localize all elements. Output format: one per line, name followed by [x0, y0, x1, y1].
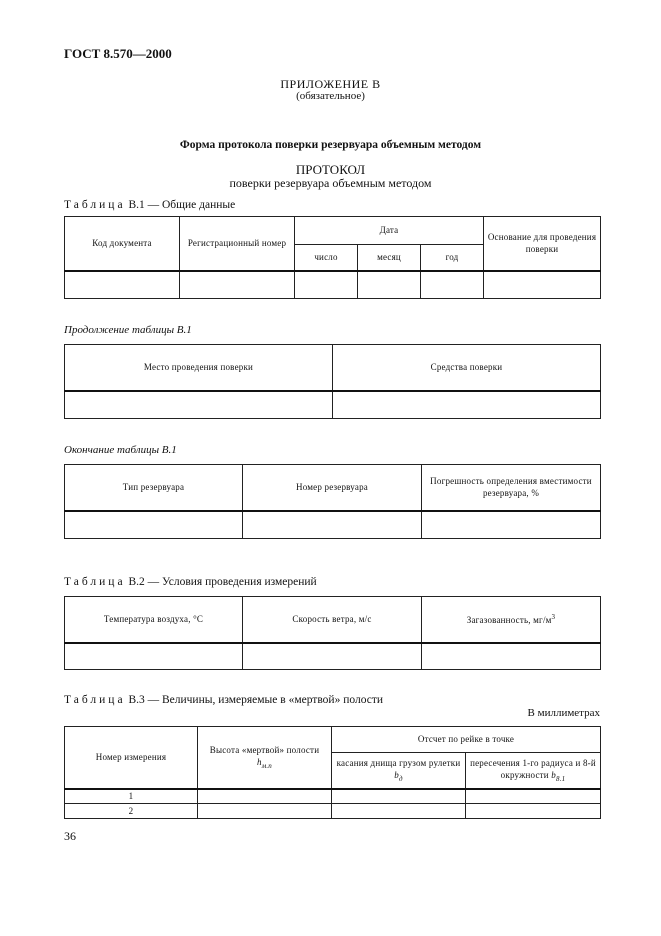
table-row: [65, 511, 601, 539]
table-b1: [64, 216, 601, 299]
table-row: [65, 391, 601, 419]
appendix-title: ПРИЛОЖЕНИЕ В: [280, 77, 381, 91]
height-symbol: h: [256, 756, 262, 767]
header-date: Дата: [295, 217, 484, 245]
protocol-title: ПРОТОКОЛ: [295, 162, 366, 177]
table-row: [65, 804, 601, 819]
caption-rest: В.3 — Величины, измеряемые в «мертвой» полости: [128, 694, 384, 706]
table-b1-continuation-caption: Продолжение таблицы В.1: [64, 324, 192, 336]
bottom-touch-label: касания днища грузом рулетки: [336, 757, 461, 768]
header-tank-number: Номер резервуара: [243, 465, 422, 511]
header-month: месяц: [358, 245, 421, 271]
table-b1-end-caption: Окончание таблицы В.1: [64, 444, 177, 456]
height-label: Высота «мертвой» полости: [209, 744, 320, 755]
intersection-label: пересечения 1-го радиуса и 8-й окружности: [470, 757, 596, 780]
header-pollution: [422, 597, 601, 643]
height-subscript: м.п: [261, 761, 273, 770]
form-title: Форма протокола поверки резервуара объемным методом: [179, 139, 482, 151]
header-temperature: Температура воздуха, °С: [65, 597, 243, 643]
table-row: [65, 789, 601, 804]
table-b2-caption: [64, 576, 317, 588]
table-b2: [64, 596, 601, 670]
header-means: Средства поверки: [333, 345, 601, 391]
caption-word: Таблица: [64, 576, 126, 588]
header-place: Место проведения поверки: [65, 345, 333, 391]
caption-word: Таблица: [64, 694, 126, 706]
page-number: 36: [64, 829, 76, 843]
header-error: Погрешность определения вместимости резервуара, %: [422, 465, 601, 511]
header-measure-no: Номер измерения: [65, 727, 198, 789]
intersection-subscript: 8.1: [555, 774, 566, 783]
table-b3: [64, 726, 601, 819]
protocol-subtitle: поверки резервуара объемным методом: [229, 176, 432, 190]
header-height: [198, 727, 332, 789]
header-basis: Основание для проведения поверки: [484, 217, 601, 271]
header-reading: Отсчет по рейке в точке: [332, 727, 601, 753]
table-b3-caption: [64, 694, 383, 706]
appendix-subtitle: (обязательное): [296, 90, 365, 102]
header-day: число: [295, 245, 358, 271]
header-bottom-touch: [332, 753, 466, 789]
measure-number: 2: [65, 804, 198, 819]
header-wind: Скорость ветра, м/с: [243, 597, 422, 643]
header-doc-code: Код документа: [65, 217, 180, 271]
intersection-symbol: b: [551, 769, 556, 780]
standard-code: ГОСТ 8.570—2000: [64, 46, 172, 61]
header-reg-number: Регистрационный номер: [180, 217, 295, 271]
table-b1-continuation: [64, 344, 601, 419]
header-intersection: [466, 753, 601, 789]
caption-rest: В.2 — Условия проведения измерений: [128, 576, 317, 588]
caption-word: Таблица: [64, 199, 126, 211]
table-row: [65, 643, 601, 670]
caption-rest: В.1 — Общие данные: [128, 199, 236, 211]
bottom-subscript: д: [398, 774, 403, 783]
table-b1-caption: [64, 199, 235, 211]
bottom-symbol: b: [394, 769, 399, 780]
measure-number: 1: [65, 789, 198, 804]
pollution-sup: 3: [551, 612, 556, 621]
pollution-label: Загазованность, мг/м: [466, 614, 552, 625]
units-label: В миллиметрах: [527, 707, 600, 719]
table-b1-end: [64, 464, 601, 539]
table-row: [65, 271, 601, 299]
header-year: год: [421, 245, 484, 271]
header-tank-type: Тип резервуара: [65, 465, 243, 511]
